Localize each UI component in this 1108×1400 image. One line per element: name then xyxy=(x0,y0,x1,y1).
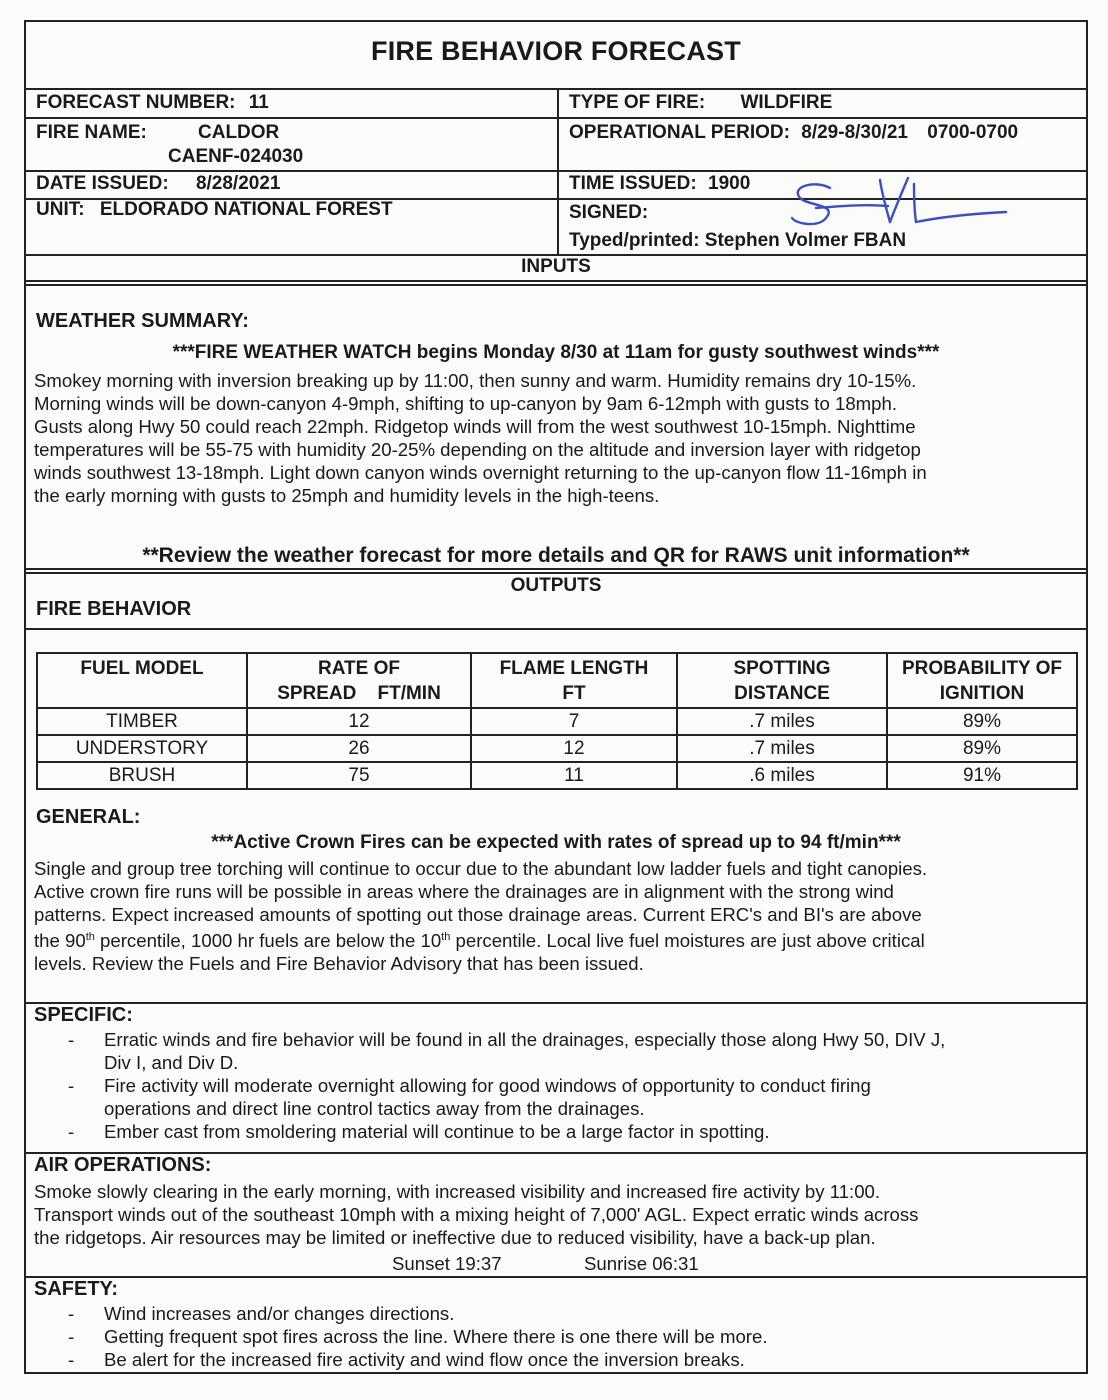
time-issued-label: TIME ISSUED: xyxy=(569,173,697,194)
flame-length-cell: 7 xyxy=(471,708,677,735)
sunrise-time: Sunrise 06:31 xyxy=(584,1253,699,1274)
time-issued-value: 1900 xyxy=(708,173,751,194)
specific-list xyxy=(34,1028,1084,1143)
table-header-row xyxy=(37,653,1077,708)
crown-fire-banner: ***Active Crown Fires can be expected with rates of spread up to 94 ft/min*** xyxy=(211,832,901,853)
forecast-number-value: 11 xyxy=(248,92,269,113)
fire-weather-watch: ***FIRE WEATHER WATCH begins Monday 8/30 at 11am for gusty southwest winds*** xyxy=(172,342,940,363)
weather-line: the early morning with gusts to 25mph and humidity levels in the high-teens. xyxy=(34,485,660,506)
fire-behavior-table xyxy=(36,652,1078,790)
column-header-probability-of-ignition: PROBABILITY OF IGNITION xyxy=(887,653,1077,708)
signature-image xyxy=(786,174,1011,240)
weather-line: Smokey morning with inversion breaking up by 11:00, then sunny and warm. Humidity remains dry 10-15%. xyxy=(34,370,917,391)
type-of-fire-value: WILDFIRE xyxy=(740,92,833,113)
forecast-form xyxy=(24,20,1088,1374)
fire-name-label: FIRE NAME: xyxy=(36,122,147,143)
list-item: - Getting frequent spot fires across the line. Where there is one there will be more. xyxy=(68,1326,768,1347)
probability-of-ignition-cell: 91% xyxy=(887,762,1077,789)
operational-hours-value: 0700-0700 xyxy=(927,122,1019,143)
time-issued-field xyxy=(569,173,750,195)
spotting-distance-cell: .7 miles xyxy=(677,708,887,735)
table-row xyxy=(37,708,1077,735)
list-item: - Ember cast from smoldering material will continue to be a large factor in spotting. xyxy=(68,1121,770,1142)
sunset-time: Sunset 19:37 xyxy=(392,1253,502,1274)
operational-period-field xyxy=(569,122,1018,144)
weather-summary-text xyxy=(34,369,1084,507)
general-heading: GENERAL: xyxy=(36,806,141,828)
operational-period-label: OPERATIONAL PERIOD: xyxy=(569,122,790,143)
column-header-spotting-distance: SPOTTING DISTANCE xyxy=(677,653,887,708)
flame-length-cell: 11 xyxy=(471,762,677,789)
list-item: - Wind increases and/or changes directions. xyxy=(68,1303,455,1324)
review-note: **Review the weather forecast for more details and QR for RAWS unit information** xyxy=(142,544,970,567)
weather-line: Gusts along Hwy 50 could reach 22mph. Ridgetop winds will from the west southwest 10-15mph. Nighttime xyxy=(34,416,916,437)
table-row xyxy=(37,735,1077,762)
weather-line: temperatures will be 55-75 with humidity 20-25% depending on the altitude and inversion layer with ridgetop xyxy=(34,439,921,460)
safety-list xyxy=(34,1302,1084,1371)
fire-name-value: CALDOR xyxy=(198,122,280,143)
signed-label: SIGNED: xyxy=(569,202,649,223)
column-header-flame-length: FLAME LENGTH FT xyxy=(471,653,677,708)
outputs-label: OUTPUTS xyxy=(510,575,602,596)
operational-period-value: 8/29-8/30/21 xyxy=(801,122,908,143)
list-item: - Be alert for the increased fire activity and wind flow once the inversion breaks. xyxy=(68,1349,745,1370)
weather-line: Morning winds will be down-canyon 4-9mph, shifting to up-canyon by 9am 6-12mph with gusts to 18mph. xyxy=(34,393,897,414)
spotting-distance-cell: .7 miles xyxy=(677,735,887,762)
fire-number-value: CAENF-024030 xyxy=(168,146,304,167)
spotting-distance-cell: .6 miles xyxy=(677,762,887,789)
column-header-fuel-model: FUEL MODEL xyxy=(37,653,247,708)
probability-of-ignition-cell: 89% xyxy=(887,735,1077,762)
probability-of-ignition-cell: 89% xyxy=(887,708,1077,735)
weather-line: winds southwest 13-18mph. Light down canyon winds overnight returning to the up-canyon flow 11-16mph in xyxy=(34,462,927,483)
inputs-label: INPUTS xyxy=(521,256,591,277)
page-title: FIRE BEHAVIOR FORECAST xyxy=(371,36,741,66)
date-issued-field xyxy=(36,173,280,195)
rate-of-spread-cell: 26 xyxy=(247,735,471,762)
type-of-fire-field xyxy=(569,92,832,114)
date-issued-value: 8/28/2021 xyxy=(195,173,281,194)
unit-label: UNIT: xyxy=(36,199,85,220)
fuel-model-cell: UNDERSTORY xyxy=(37,735,247,762)
air-operations-heading: AIR OPERATIONS: xyxy=(34,1154,212,1176)
rate-of-spread-cell: 75 xyxy=(247,762,471,789)
list-item: - Erratic winds and fire behavior will be found in all the drainages, especially those along Hwy 50, DIV J, Div I, and Div D. xyxy=(68,1029,946,1073)
weather-summary-heading: WEATHER SUMMARY: xyxy=(36,310,249,332)
date-issued-label: DATE ISSUED: xyxy=(36,173,169,194)
fire-behavior-heading: FIRE BEHAVIOR xyxy=(36,598,192,620)
type-of-fire-label: TYPE OF FIRE: xyxy=(569,92,706,113)
forecast-number-field xyxy=(36,92,269,114)
fuel-model-cell: TIMBER xyxy=(37,708,247,735)
unit-field xyxy=(36,199,393,221)
typed-printed-name: Typed/printed: Stephen Volmer FBAN xyxy=(569,230,907,251)
unit-value: ELDORADO NATIONAL FOREST xyxy=(99,199,393,220)
table-row xyxy=(37,762,1077,789)
specific-heading: SPECIFIC: xyxy=(34,1004,133,1026)
rate-of-spread-cell: 12 xyxy=(247,708,471,735)
general-text: Single and group tree torching will continue to occur due to the abundant low ladder fuels and tight canopies. Active crown fire runs will be possible in areas where the drainages are in alignment with the strong wind patterns. Expect increased amounts of spotting out those drainage areas. Current ERC's and BI's are above the 90th percentile, 1000 hr fuels are below the 10th percentile. Local live fuel moistures are just above critical levels. Review the Fuels and Fire Behavior Advisory that has been issued. xyxy=(34,858,928,975)
column-header-rate-of-spread: RATE OF SPREAD FT/MIN xyxy=(247,653,471,708)
flame-length-cell: 12 xyxy=(471,735,677,762)
fuel-model-cell: BRUSH xyxy=(37,762,247,789)
air-operations-text: Smoke slowly clearing in the early morning, with increased visibility and increased fire activity by 11:00. Transport winds out of the southeast 10mph with a mixing height of 7,000' AGL. Expect erratic winds across the ridgetops. Air resources may be limited or ineffective due to reduced visibility, have a back-up plan. xyxy=(34,1181,919,1248)
list-item: - Fire activity will moderate overnight allowing for good windows of opportunity to conduct firing operations and direct line control tactics away from the drainages. xyxy=(68,1075,871,1119)
safety-heading: SAFETY: xyxy=(34,1278,119,1300)
forecast-number-label: FORECAST NUMBER: xyxy=(36,92,236,113)
